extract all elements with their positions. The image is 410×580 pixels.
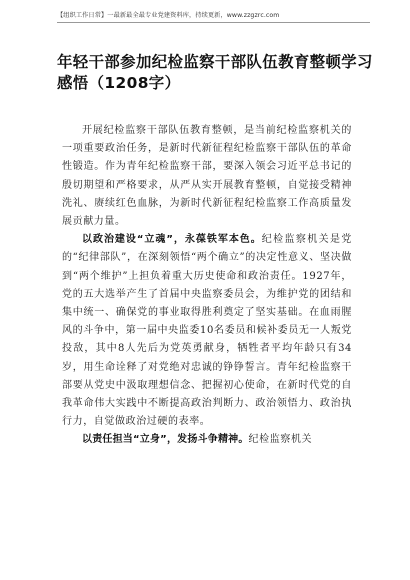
paragraph-text: 纪检监察机关 bbox=[248, 434, 313, 446]
page-header: 【组织工作日常】一最新最全最专业党建资料库，持续更新，www.zzgzrc.com bbox=[57, 12, 280, 19]
document-title: 年轻干部参加纪检监察干部队伍教育整顿学习感悟（1208字） bbox=[57, 53, 373, 92]
header-divider bbox=[57, 22, 370, 23]
paragraph-lead: 以政治建设“立魂”，永葆铁军本色。 bbox=[82, 234, 262, 246]
paragraph-text: 开展纪检监察干部队伍教育整顿，是当前纪检监察机关的一项重要政治任务，是新时代新征程纪检监察干部队伍的革命性锻造。作为青年纪检监察干部，要深入领会习近平总书记的殷切期望和严格要求，从严从实开展教育整顿，自觉接受精神洗礼、赓续红色血脉，为新时代新征程纪检监察工作高质量发展贡献力量。 bbox=[62, 125, 352, 228]
paragraph-political-building bbox=[62, 231, 352, 431]
paragraph-intro bbox=[62, 122, 352, 231]
paragraph-text: 纪检监察机关是党的“纪律部队”，在深刻领悟“两个确立”的决定性意义、坚决做到“两个维护”上担负着重大历史使命和政治责任。1927年，党的五大选举产生了首届中央监察委员会，为维护党的团结和集中统一、确保党的事业取得胜利奠定了坚实基础。在血雨腥风的斗争中，第一届中央监委10名委员和候补委员无一人叛党投敌，其中8人先后为党英勇献身，牺牲者平均年龄只有34岁，用生命诠释了对党绝对忠诚的铮铮誓言。青年纪检监察干部要从党史中汲取理想信念、把握初心使命，在新时代党的自我革命伟大实践中不断提高政治判断力、政治领悟力、政治执行力，自觉做政治过硬的表率。 bbox=[62, 234, 352, 428]
paragraph-responsibility bbox=[62, 431, 352, 449]
paragraph-lead: 以责任担当“立身”，发扬斗争精神。 bbox=[82, 434, 249, 446]
document-body bbox=[62, 122, 352, 450]
